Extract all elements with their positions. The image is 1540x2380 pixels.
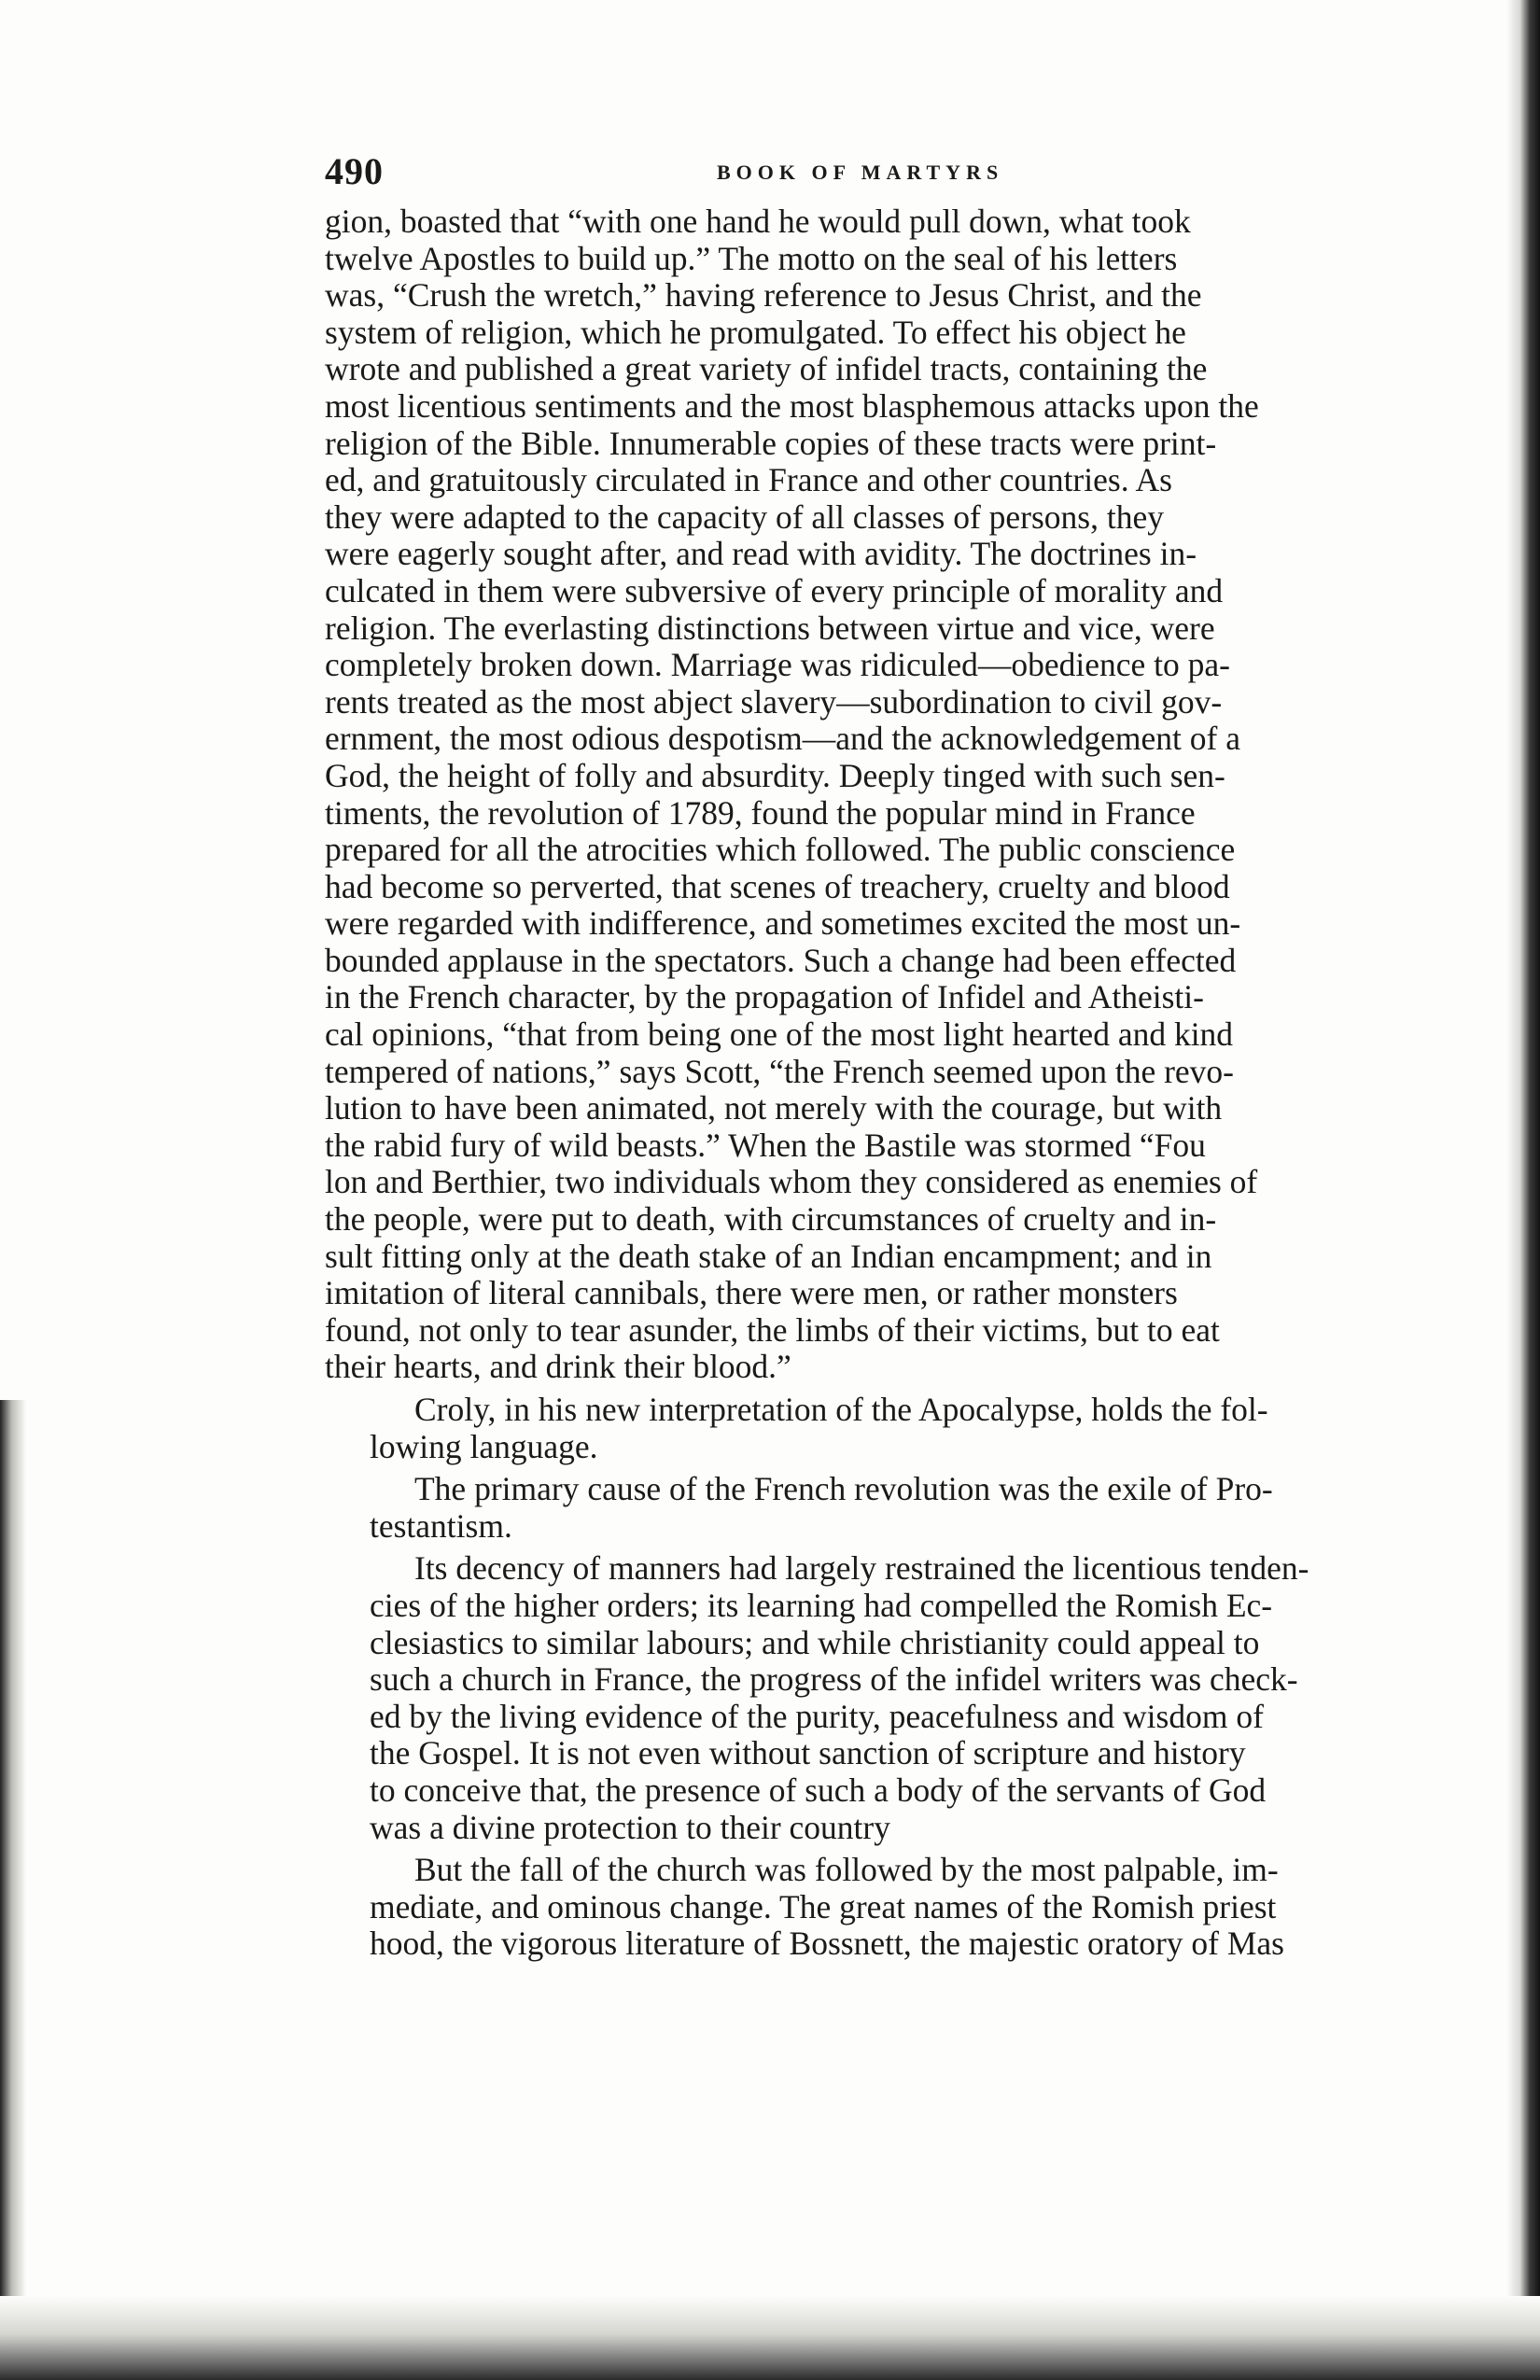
text-line: the Gospel. It is not even without sanction of scripture and history bbox=[370, 1735, 1246, 1772]
text-line: rents treated as the most abject slavery—subordination to civil gov- bbox=[325, 683, 1223, 721]
text-line: hood, the vigorous literature of Bossnett, the majestic oratory of Mas bbox=[370, 1925, 1284, 1963]
text-line: the people, were put to death, with circumstances of cruelty and in- bbox=[325, 1201, 1217, 1239]
page-header bbox=[325, 149, 1351, 196]
text-line: were eagerly sought after, and read with avidity. The doctrines in- bbox=[325, 536, 1197, 573]
page-number: 490 bbox=[325, 150, 384, 192]
text-line: testantism. bbox=[370, 1507, 512, 1545]
text-line: lution to have been animated, not merely with the courage, but with bbox=[325, 1090, 1223, 1127]
text-line: was a divine protection to their country bbox=[370, 1809, 890, 1846]
text-line: to conceive that, the presence of such a body of the servants of God bbox=[370, 1771, 1267, 1809]
text-line: religion. The everlasting distinctions between virtue and vice, were bbox=[325, 609, 1215, 647]
page-edge-left bbox=[0, 1400, 26, 2380]
page-edge-right bbox=[1506, 0, 1540, 2380]
text-line: gion, boasted that “with one hand he would pull down, what took bbox=[325, 203, 1191, 240]
text-line: God, the height of folly and absurdity. Deeply tinged with such sen- bbox=[325, 757, 1225, 794]
paragraph bbox=[325, 1471, 1356, 1545]
text-line: The primary cause of the French revolution was the exile of Pro- bbox=[414, 1471, 1273, 1508]
text-line: mediate, and ominous change. The great names of the Romish priest bbox=[370, 1888, 1277, 1925]
text-line: Its decency of manners had largely restrained the licentious tenden- bbox=[414, 1550, 1309, 1588]
text-line: had become so perverted, that scenes of treachery, cruelty and blood bbox=[325, 868, 1230, 905]
text-line: lowing language. bbox=[370, 1428, 598, 1465]
text-line: in the French character, by the propagation of Infidel and Atheisti- bbox=[325, 979, 1204, 1016]
text-line: system of religion, which he promulgated. To effect his object he bbox=[325, 314, 1186, 351]
text-line: clesiastics to similar labours; and while christianity could appeal to bbox=[370, 1624, 1260, 1661]
text-line: culcated in them were subversive of every principle of morality and bbox=[325, 572, 1224, 609]
text-line: was, “Crush the wretch,” having reference to Jesus Christ, and the bbox=[325, 277, 1202, 315]
paragraph bbox=[325, 1392, 1356, 1465]
text-line: But the fall of the church was followed by the most palpable, im- bbox=[414, 1852, 1279, 1889]
text-line: most licentious sentiments and the most blasphemous attacks upon the bbox=[325, 387, 1259, 425]
running-title: BOOK OF MARTYRS bbox=[717, 161, 1004, 184]
text-line: wrote and published a great variety of infidel tracts, containing the bbox=[325, 351, 1208, 388]
text-line: completely broken down. Marriage was ridiculed—obedience to pa- bbox=[325, 647, 1230, 684]
text-line: the rabid fury of wild beasts.” When the Bastile was stormed “Fou bbox=[325, 1127, 1206, 1164]
paragraph bbox=[325, 1852, 1356, 1963]
text-line: timents, the revolution of 1789, found the popular mind in France bbox=[325, 794, 1196, 832]
text-line: they were adapted to the capacity of all classes of persons, they bbox=[325, 498, 1164, 536]
text-line: Croly, in his new interpretation of the Apocalypse, holds the fol- bbox=[414, 1392, 1268, 1428]
text-line: cal opinions, “that from being one of the most light hearted and kind bbox=[325, 1016, 1234, 1054]
text-line: cies of the higher orders; its learning had compelled the Romish Ec- bbox=[370, 1587, 1273, 1624]
text-line: found, not only to tear asunder, the limbs of their victims, but to eat bbox=[325, 1311, 1220, 1349]
text-line: such a church in France, the progress of the infidel writers was check- bbox=[370, 1661, 1298, 1699]
text-line: twelve Apostles to build up.” The motto on the seal of his letters bbox=[325, 240, 1178, 277]
text-line: their hearts, and drink their blood.” bbox=[325, 1349, 791, 1386]
text-line: lon and Berthier, two individuals whom they considered as enemies of bbox=[325, 1164, 1258, 1201]
text-line: prepared for all the atrocities which followed. The public conscience bbox=[325, 832, 1236, 869]
text-line: bounded applause in the spectators. Such a change had been effected bbox=[325, 942, 1237, 979]
text-line: were regarded with indifference, and sometimes excited the most un- bbox=[325, 905, 1241, 943]
text-line: religion of the Bible. Innumerable copies of these tracts were print- bbox=[325, 425, 1217, 462]
text-line: tempered of nations,” says Scott, “the French seemed upon the revo- bbox=[325, 1053, 1234, 1090]
paragraph bbox=[325, 1550, 1356, 1846]
body-text bbox=[325, 203, 1356, 1963]
text-line: sult fitting only at the death stake of an Indian encampment; and in bbox=[325, 1238, 1212, 1275]
text-line: ed, and gratuitously circulated in France and other countries. As bbox=[325, 462, 1172, 499]
text-line: ernment, the most odious despotism—and the acknowledgement of a bbox=[325, 721, 1240, 758]
text-line: imitation of literal cannibals, there were men, or rather monsters bbox=[325, 1275, 1178, 1312]
paragraph bbox=[325, 203, 1356, 1386]
page-edge-bottom bbox=[0, 2296, 1540, 2380]
text-line: ed by the living evidence of the purity, peacefulness and wisdom of bbox=[370, 1698, 1264, 1735]
